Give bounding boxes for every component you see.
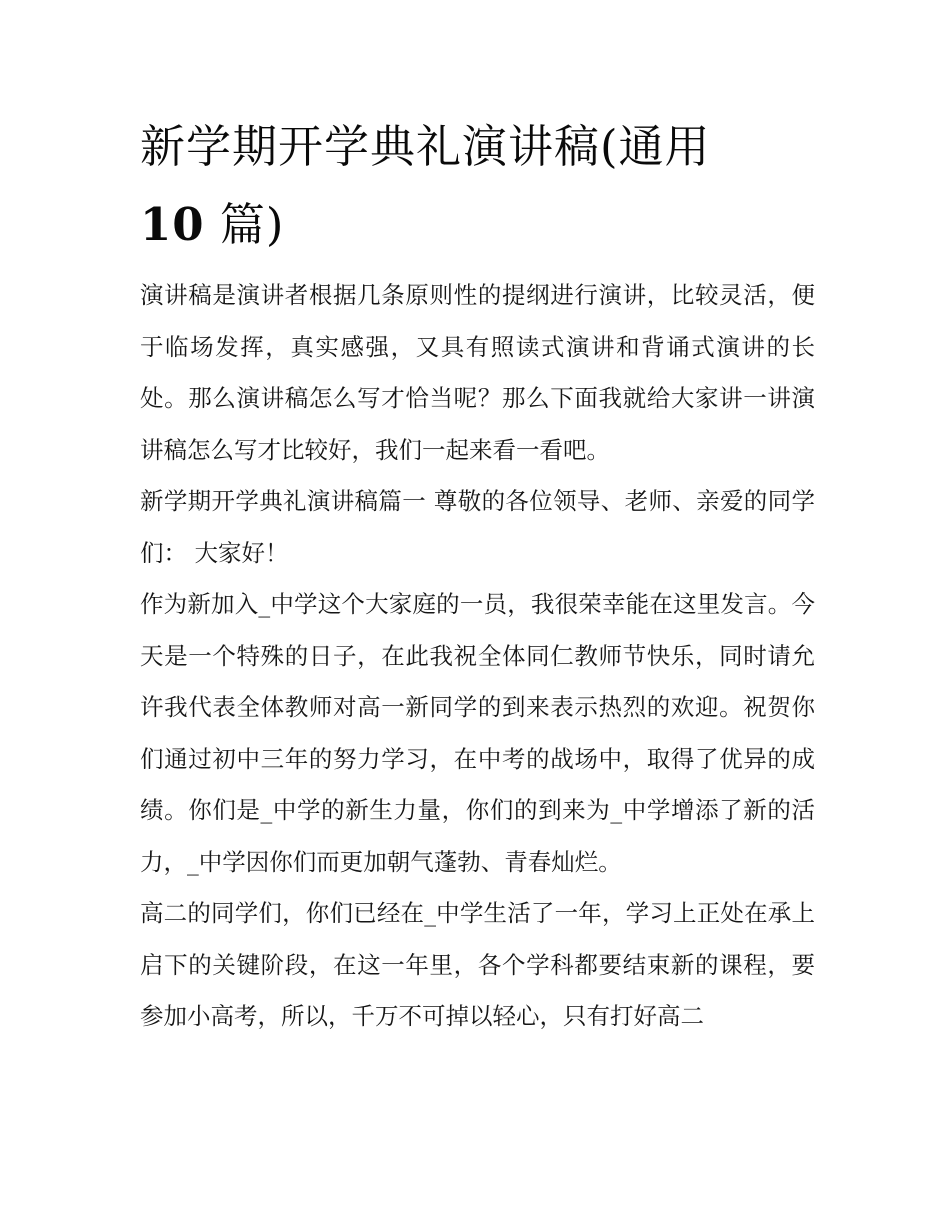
title-line-1: 新学期开学典礼演讲稿(通用 [140,120,711,173]
paragraph-greeting: 新学期开学典礼演讲稿篇一 尊敬的各位领导、老师、亲爱的同学们： 大家好！ [140,487,815,567]
paragraph-grade-two: 高二的同学们，你们已经在_中学生活了一年，学习上正处在承上启下的关键阶段，在这一年里，各个学科都要结束新的课程，要参加小高考，所以，千万不可掉以轻心，只有打好高二 [140,899,815,1030]
paragraph-intro: 演讲稿是演讲者根据几条原则性的提纲进行演讲，比较灵活，便于临场发挥，真实感强，又具有照读式演讲和背诵式演讲的长处。那么演讲稿怎么写才恰当呢？那么下面我就给大家讲一讲演讲稿怎么写才比较好，我们一起来看一看吧。 [140,281,815,464]
document-body [140,108,815,1043]
document-title [140,108,815,264]
title-number: 10 [140,198,205,251]
title-line-2: 篇) [204,198,285,251]
paragraph-welcome: 作为新加入_中学这个大家庭的一员，我很荣幸能在这里发言。今天是一个特殊的日子，在此我祝全体同仁教师节快乐，同时请允许我代表全体教师对高一新同学的到来表示热烈的欢迎。祝贺你们通过初中三年的努力学习，在中考的战场中，取得了优异的成绩。你们是_中学的新生力量，你们的到来为_中学增添了新的活力，_中学因你们而更加朝气蓬勃、青春灿烂。 [140,590,815,876]
